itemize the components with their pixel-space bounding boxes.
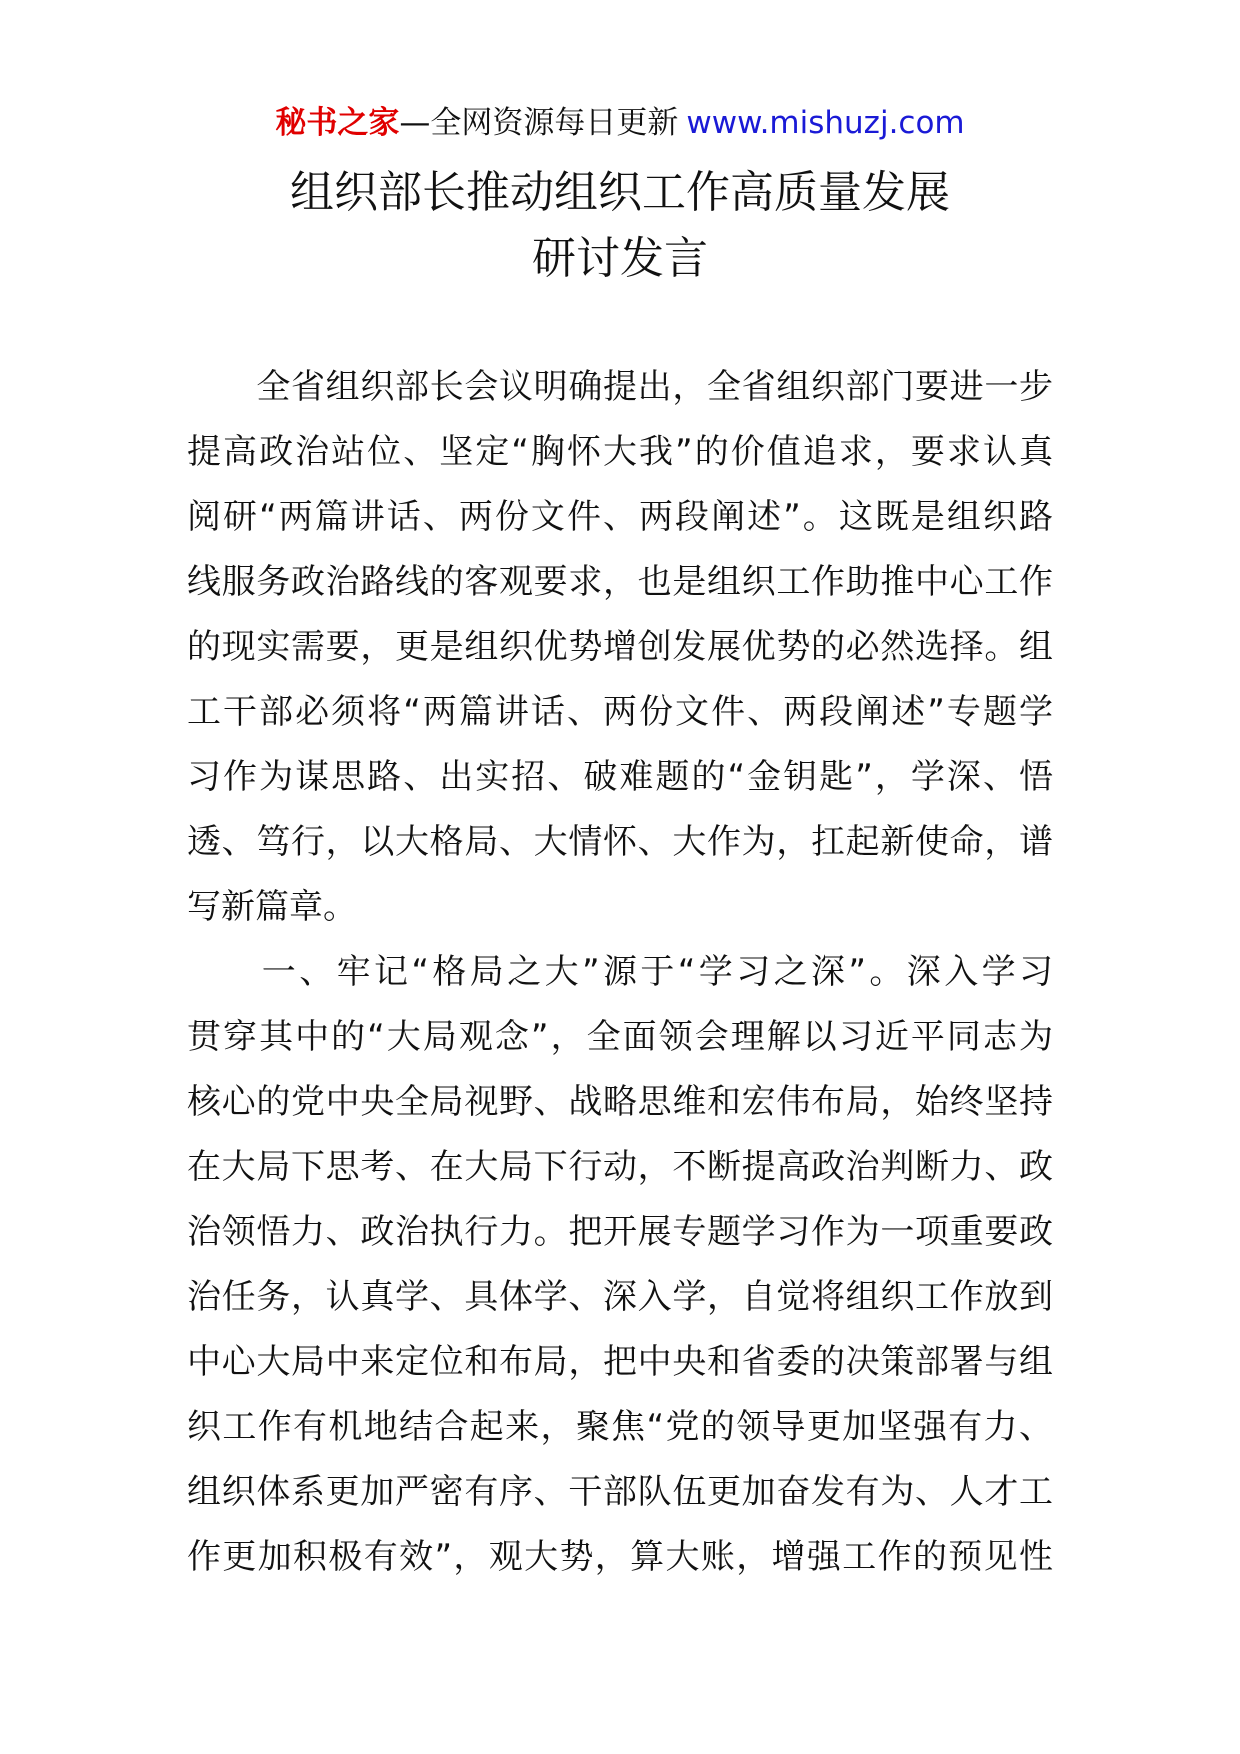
brand-name: 秘书之家 (275, 105, 400, 141)
document-title-line-2: 研讨发言 (532, 233, 708, 284)
body-line: 写新篇章。 (187, 887, 357, 927)
body-line: 贯穿其中的“大局观念”，全面领会理解以习近平同志为 (187, 1017, 1053, 1057)
body-line: 治任务，认真学、具体学、深入学，自觉将组织工作放到 (187, 1277, 1053, 1317)
body-line: 全省组织部长会议明确提出，全省组织部门要进一步 (187, 367, 1053, 407)
site-url-link[interactable]: www.mishuzj.com (686, 105, 965, 141)
body-line: 线服务政治路线的客观要求，也是组织工作助推中心工作 (187, 562, 1053, 602)
document-title-line-1: 组织部长推动组织工作高质量发展 (290, 167, 950, 218)
body-line: 作更加积极有效”，观大势，算大账，增强工作的预见性 (187, 1537, 1053, 1577)
document-body (187, 355, 1053, 1590)
body-line: 透、笃行，以大格局、大情怀、大作为，扛起新使命，谱 (187, 822, 1053, 862)
body-line: 一、牢记“格局之大”源于“学习之深”。深入学习 (187, 952, 1053, 992)
body-line: 提高政治站位、坚定“胸怀大我”的价值追求，要求认真 (187, 432, 1053, 472)
body-line: 阅研“两篇讲话、两份文件、两段阐述”。这既是组织路 (187, 497, 1053, 537)
site-header (0, 103, 1240, 143)
site-tagline: —全网资源每日更新 (399, 105, 679, 141)
body-line: 治领悟力、政治执行力。把开展专题学习作为一项重要政 (187, 1212, 1053, 1252)
body-line: 核心的党中央全局视野、战略思维和宏伟布局，始终坚持 (187, 1082, 1053, 1122)
body-line: 习作为谋思路、出实招、破难题的“金钥匙”，学深、悟 (187, 757, 1053, 797)
body-line: 在大局下思考、在大局下行动，不断提高政治判断力、政 (187, 1147, 1053, 1187)
body-line: 的现实需要，更是组织优势增创发展优势的必然选择。组 (187, 627, 1053, 667)
body-line: 组织体系更加严密有序、干部队伍更加奋发有为、人才工 (187, 1472, 1053, 1512)
body-line: 工干部必须将“两篇讲话、两份文件、两段阐述”专题学 (187, 692, 1053, 732)
body-line: 中心大局中来定位和布局，把中央和省委的决策部署与组 (187, 1342, 1053, 1382)
body-line: 织工作有机地结合起来，聚焦“党的领导更加坚强有力、 (187, 1407, 1053, 1447)
